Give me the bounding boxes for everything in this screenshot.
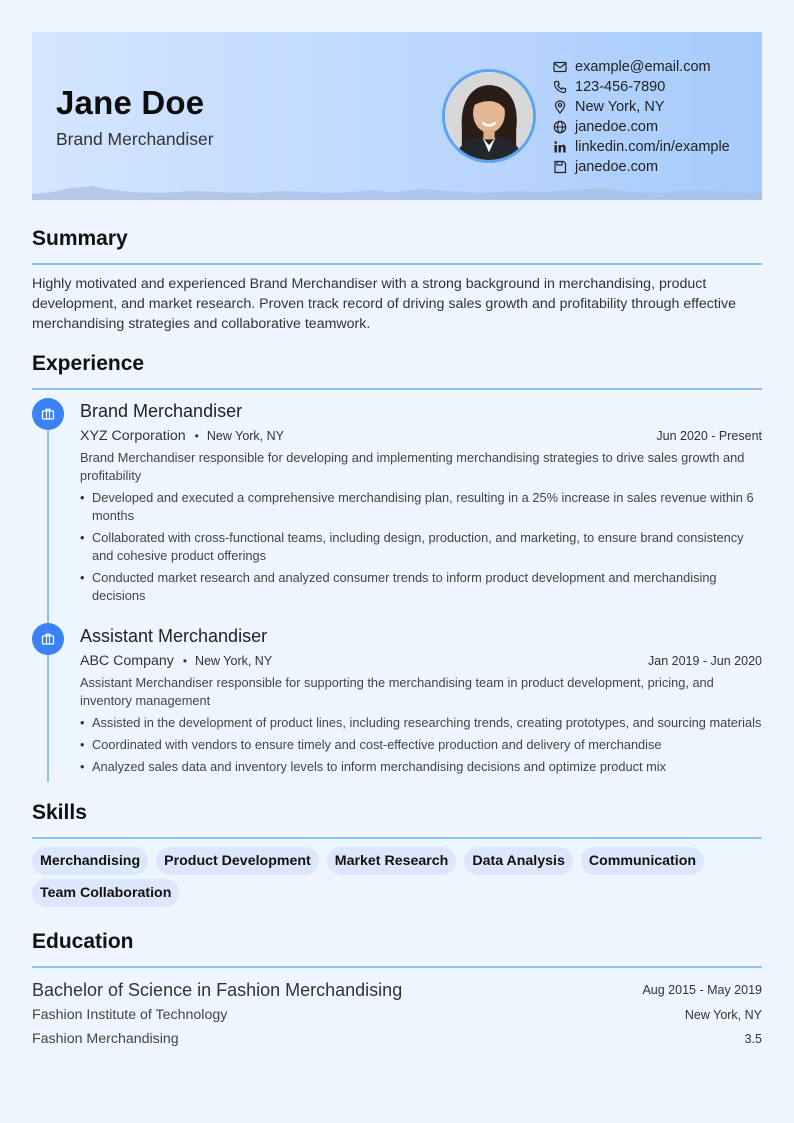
job-2-location: New York, NY: [195, 654, 273, 668]
job-1-title: Brand Merchandiser: [80, 401, 243, 421]
list-item: • Coordinated with vendors to ensure timely and cost-effective production and delivery of merchandise: [80, 736, 762, 754]
candidate-role: Brand Merchandiser: [56, 129, 214, 149]
contact-linkedin[interactable]: [552, 137, 730, 157]
separator-dot: •: [194, 429, 199, 443]
briefcase-icon: [41, 632, 55, 646]
job-2-company: ABC Company: [80, 653, 174, 669]
education-entry: [32, 977, 762, 1051]
education-gpa: 3.5: [744, 1032, 762, 1046]
header-wave-decoration: [32, 184, 762, 200]
education-dates: Aug 2015 - May 2019: [642, 983, 762, 997]
candidate-name: Jane Doe: [56, 84, 205, 121]
list-item: • Collaborated with cross-functional teams, including design, production, and marketing, to ensure brand consistency and cohesive product offerings: [80, 529, 762, 565]
contact-linkedin-text: linkedin.com/in/example: [575, 139, 730, 155]
contact-phone[interactable]: [552, 77, 730, 97]
skills-divider: [32, 837, 762, 839]
education-school: Fashion Institute of Technology: [32, 1007, 228, 1023]
education-heading: Education: [32, 930, 134, 953]
contact-phone-text: 123-456-7890: [575, 79, 666, 95]
education-divider: [32, 966, 762, 968]
contact-list: [552, 57, 730, 177]
globe-icon: [552, 119, 568, 135]
contact-website-text: janedoe.com: [575, 119, 659, 135]
contact-portfolio-text: janedoe.com: [575, 159, 659, 175]
linkedin-icon: [552, 139, 568, 155]
contact-email-text: example@email.com: [575, 59, 711, 75]
job-1-dates: Jun 2020 - Present: [656, 429, 762, 443]
contact-website[interactable]: [552, 117, 730, 137]
profile-photo: [442, 69, 536, 163]
list-item: • Assisted in the development of product lines, including researching trends, creating prototypes, and sourcing materials: [80, 714, 762, 732]
job-2-meta: [80, 649, 762, 673]
job-1-meta: [80, 424, 762, 448]
skill-chip: Merchandising: [32, 847, 148, 875]
list-item: • Conducted market research and analyzed consumer trends to inform product development and merchandising decisions: [80, 569, 762, 605]
portfolio-icon: [552, 159, 568, 175]
job-2-description: Assistant Merchandiser responsible for supporting the merchandising team in product development, pricing, and inventory management: [80, 675, 714, 708]
job-1-marker: [32, 398, 64, 430]
list-item: • Analyzed sales data and inventory levels to inform merchandising decisions and optimize product mix: [80, 758, 762, 776]
summary-heading: Summary: [32, 227, 128, 250]
contact-portfolio[interactable]: [552, 157, 730, 177]
education-location: New York, NY: [684, 1008, 762, 1022]
job-1-bullets: [80, 489, 762, 605]
separator-dot: •: [182, 654, 188, 668]
skill-chip: Product Development: [156, 847, 319, 875]
education-row-school: [32, 1003, 762, 1027]
education-field: Fashion Merchandising: [32, 1031, 179, 1047]
resume-header: [32, 32, 762, 200]
skill-chip: Data Analysis: [464, 847, 573, 875]
job-2-dates: Jan 2019 - Jun 2020: [648, 654, 762, 668]
list-item: • Developed and executed a comprehensive merchandising plan, resulting in a 25% increase in sales revenue within 6 months: [80, 489, 762, 525]
skill-chip: Communication: [581, 847, 704, 875]
phone-icon: [552, 79, 568, 95]
contact-location: [552, 97, 730, 117]
education-row-degree: [32, 977, 762, 1003]
experience-timeline: [47, 415, 49, 782]
job-1-company: XYZ Corporation: [80, 428, 186, 444]
job-2: [80, 623, 762, 780]
mail-icon: [552, 59, 568, 75]
job-2-marker: [32, 623, 64, 655]
summary-divider: [32, 263, 762, 265]
education-row-field: [32, 1027, 762, 1051]
skills-heading: Skills: [32, 801, 87, 824]
job-2-bullets: [80, 714, 762, 776]
briefcase-icon: [41, 407, 55, 421]
education-degree: Bachelor of Science in Fashion Merchandising: [32, 979, 403, 1000]
skill-chip: Market Research: [327, 847, 457, 875]
job-1-description: Brand Merchandiser responsible for developing and implementing merchandising strategies to drive sales growth and profitability: [80, 450, 745, 483]
experience-divider: [32, 388, 762, 390]
job-1-location: New York, NY: [206, 429, 284, 443]
location-icon: [552, 99, 568, 115]
summary-text: Highly motivated and experienced Brand Merchandiser with a strong background in merchandising, product development, and market research. Proven track record of driving sales growth and profitability through effective merchandising strategies and collaborative teamwork.: [32, 276, 736, 332]
job-2-title: Assistant Merchandiser: [80, 626, 268, 646]
contact-email[interactable]: [552, 57, 730, 77]
skills-list: [32, 847, 762, 911]
job-1: [80, 398, 762, 609]
contact-location-text: New York, NY: [575, 99, 665, 115]
experience-heading: Experience: [32, 352, 145, 375]
skill-chip: Team Collaboration: [32, 879, 179, 907]
